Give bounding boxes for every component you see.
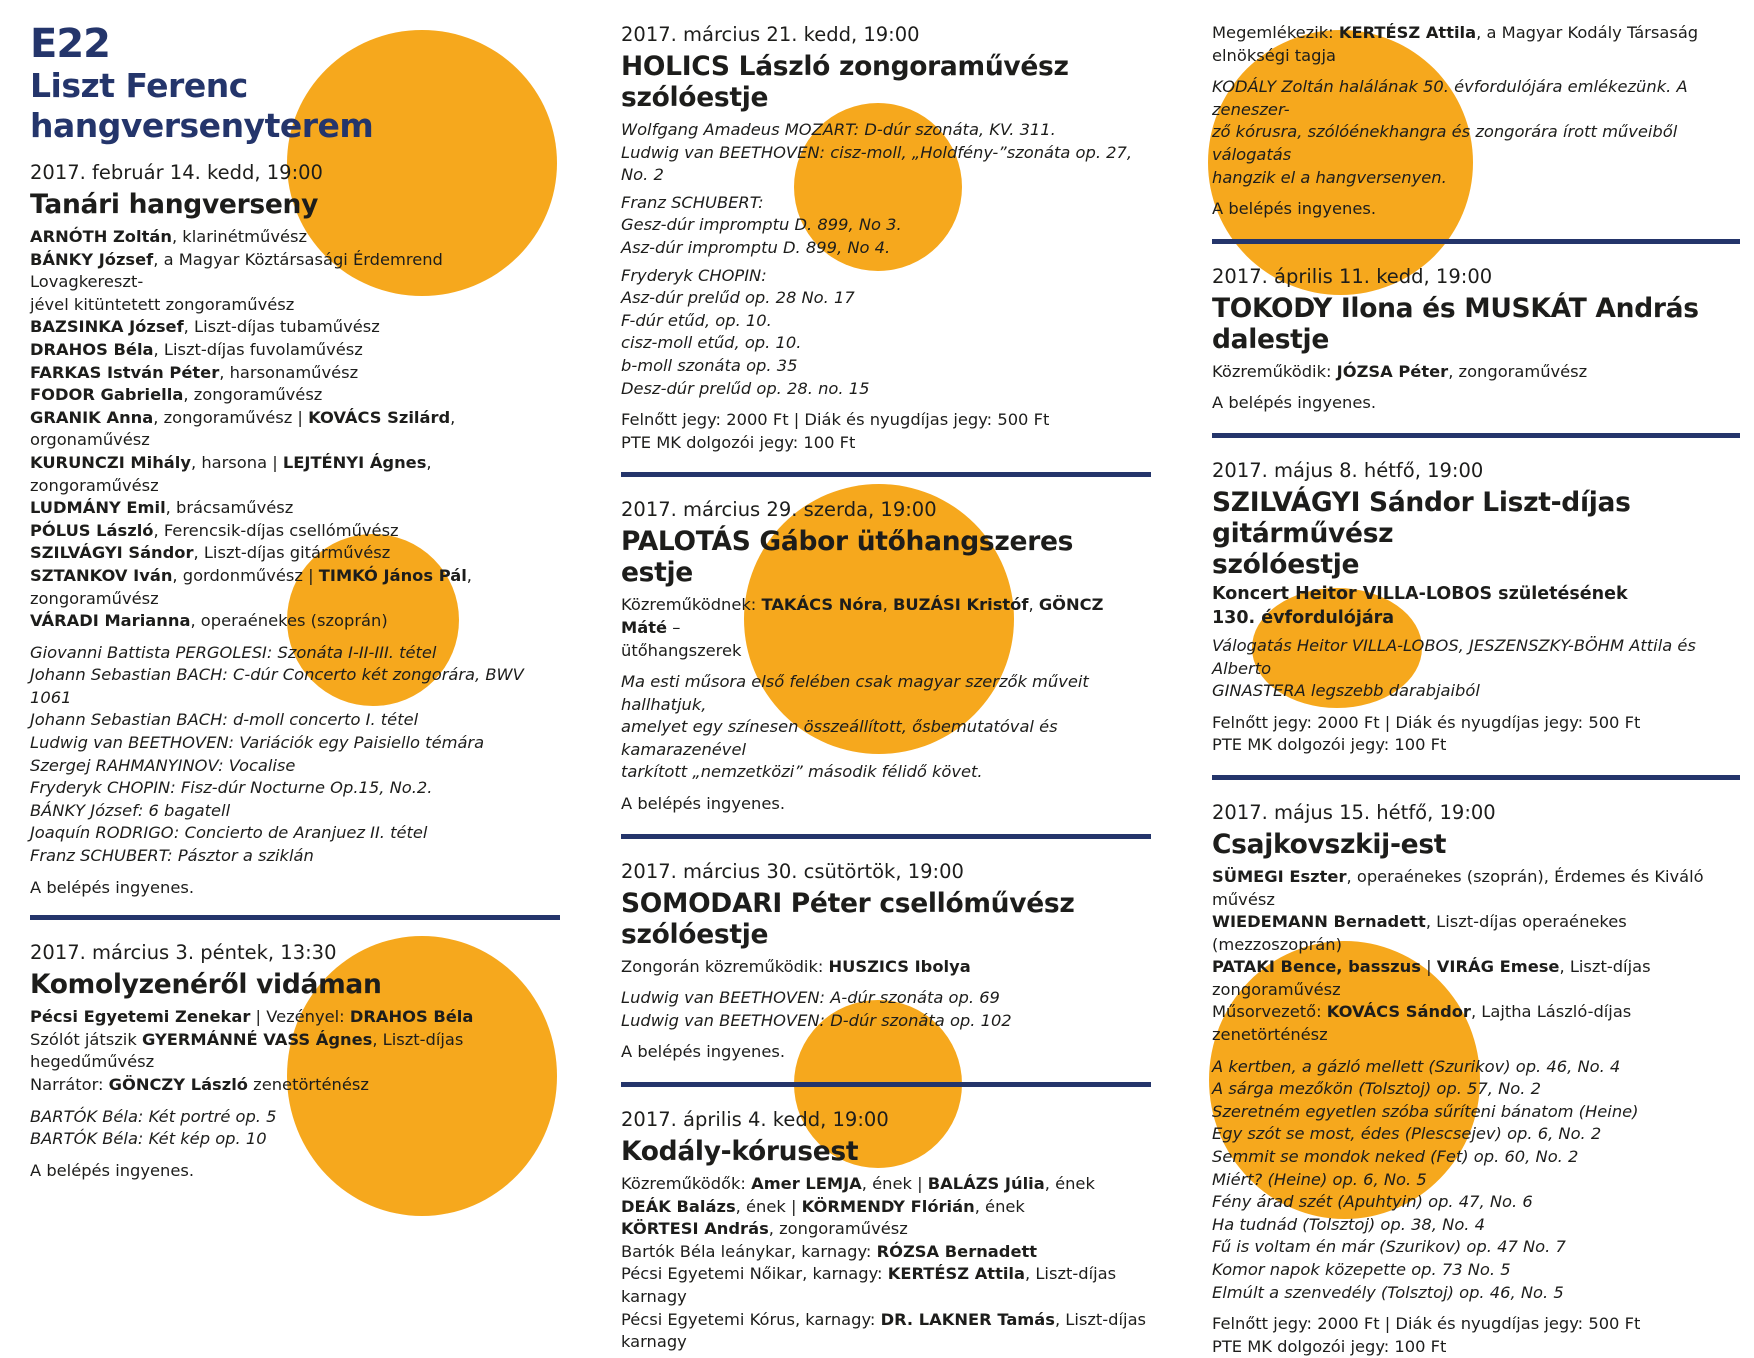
event-date: 2017. április 11. kedd, 19:00 [1212,264,1493,288]
performer-line: KURUNCZI Mihály, harsona | LEJTÉNYI Ágnes, zongoraművész [30,452,432,495]
program-list [621,265,1151,401]
program-item: Semmit se mondok neked (Fet) op. 60, No. 2 [1212,1147,1579,1167]
event-somodari [621,859,1151,1064]
program-item: BARTÓK Béla: Két portré op. 5 [30,1106,277,1126]
performer-line: Pécsi Egyetemi Zenekar | Vezényel: DRAHOS Béla [30,1007,474,1027]
performer-line: LUDMÁNY Emil, brácsaművész [30,498,294,518]
section-divider [1212,239,1740,244]
ticket-info [621,409,1151,454]
program-item: Fryderyk CHOPIN: [621,265,767,285]
program-item: Egy szót se most, édes (Plescsejev) op. 6, No. 2 [1212,1124,1602,1144]
program-item: Gesz-dúr impromptu D. 899, No 3. [621,215,902,235]
event-palotas [621,497,1151,815]
program-item: Asz-dúr prelűd op. 28 No. 17 [621,288,855,308]
program-item: Fű is voltam én már (Szurikov) op. 47 No. 7 [1212,1237,1566,1257]
performer-line: DEÁK Balázs, ének | KÖRMENDY Flórián, ének [621,1196,1025,1216]
performer-line: FODOR Gabriella, zongoraművész [30,385,323,405]
program-item: Ludwig van BEETHOVEN: D-dúr szonáta op. 102 [621,1010,1012,1030]
ticket-staff: PTE MK dolgozói jegy: 100 Ft [1212,735,1447,755]
program-item: Fryderyk CHOPIN: Fisz-dúr Nocturne Op.15, No.2. [30,778,433,798]
program-item: Miért? (Heine) op. 6, No. 5 [1212,1169,1427,1189]
performer-line: Közreműködik: JÓZSA Péter, zongoraművész [1212,361,1588,381]
event-title: Tanári hangverseny [30,189,319,220]
event-holics [621,22,1151,454]
event-date: 2017. február 14. kedd, 19:00 [30,161,323,184]
performer-line: Zongorán közreműködik: HUSZICS Ibolya [621,956,971,976]
section-divider [1212,775,1740,780]
column-3 [1212,22,1740,1358]
performer-line: Közreműködnek: TAKÁCS Nóra, BUZÁSI Kristóf, GÖNCZ Máté – [621,595,1104,637]
performer-line: BÁNKY József, a Magyar Köztársasági Érdemrend Lovagkereszt- [30,249,443,292]
program-item: Komor napok közepette op. 73 No. 5 [1212,1260,1511,1279]
performer-line: Szólót játszik GYERMÁNNÉ VASS Ágnes, Liszt-díjas hegedűművész [30,1029,464,1072]
event-title: Kodály-kórusest [621,1136,859,1168]
performer-line: Narrátor: GÖNCZY László zenetörténész [30,1075,369,1094]
column-1 [30,22,560,1182]
event-date: 2017. május 15. hétfő, 19:00 [1212,800,1496,824]
event-date: 2017. március 29. szerda, 19:00 [621,498,937,522]
event-date: 2017. március 3. péntek, 13:30 [30,941,337,965]
performer-line: PÓLUS László, Ferencsik-díjas csellóművész [30,520,399,540]
section-divider [1212,433,1740,438]
performer-line: SZTANKOV Iván, gordonművész | TIMKÓ János Pál, zongoraművész [30,565,472,608]
event-date: 2017. március 21. kedd, 19:00 [621,23,920,46]
event-date: 2017. május 8. hétfő, 19:00 [1212,458,1484,482]
ticket-prices: Felnőtt jegy: 2000 Ft | Diák és nyugdíjas jegy: 500 Ft [621,410,1050,430]
performer-list [30,1006,560,1096]
event-komolyzene [30,940,560,1182]
performer-list [30,226,560,633]
hall-title: Liszt Ferenc hangversenyterem [30,66,374,145]
performer-line: Pécsi Egyetemi Kórus, karnagy: DR. LAKNER Tamás, Liszt-díjas [621,1309,1147,1329]
program-item: Franz SCHUBERT: Pásztor a sziklán [30,846,314,866]
program-item: Fény árad szét (Apuhtyin) op. 47, No. 6 [1212,1192,1533,1212]
event-title: Komolyzenéről vidáman [30,969,382,1001]
event-csajkovszkij [1212,800,1740,1358]
event-description: KODÁLY Zoltán halálának 50. évfordulójára emlékezünk. A zeneszer- ző kórusra, szólóénekhangra és zongorára írott műveiből válogatás hangzik el a hangversenyen. [1212,77,1688,187]
performer-line: BAZSINKA József, Liszt-díjas tubaművész [30,317,380,337]
performer-line: ARNÓTH Zoltán, klarinétművész [30,227,308,246]
event-title: SZILVÁGYI Sándor Liszt-díjas gitárművész szólóestje [1212,486,1631,580]
program-item: Szeretném egyetlen szóba sűríteni bánatom (Heine) [1212,1101,1639,1121]
section-divider [621,472,1151,477]
program-item: Ludwig van BEETHOVEN: A-dúr szonáta op. 69 [621,988,1000,1008]
ticket-prices: Felnőtt jegy: 2000 Ft | Diák és nyugdíjas jegy: 500 Ft [1212,1314,1641,1334]
program-list [30,1106,560,1151]
program-item: Joaquín RODRIGO: Concierto de Aranjuez II. tétel [30,823,428,843]
event-date: 2017. március 30. csütörtök, 19:00 [621,859,964,883]
program-item: A kertben, a gázló mellett (Szurikov) op. 46, No. 4 [1212,1056,1621,1076]
program-item: Desz-dúr prelűd op. 28. no. 15 [621,378,870,398]
performer-list [1212,361,1740,384]
performer-line: ütőhangszerek [621,640,742,660]
program-item: Ludwig van BEETHOVEN: cisz-moll, „Holdfény-”szonáta op. 27, No. 2 [621,142,1133,185]
program-item: A sárga mezőkön (Tolsztoj) op. 57, No. 2 [1212,1079,1541,1099]
program-item: Szergej RAHMANYINOV: Vocalise [30,755,296,775]
performer-list [621,956,1151,979]
performer-list [1212,866,1740,1047]
admission-note: A belépés ingyenes. [621,1042,786,1062]
column-2 [621,22,1151,1354]
program-item: Giovanni Battista PERGOLESI: Szonáta I-II-III. tétel [30,642,437,662]
admission-note: A belépés ingyenes. [30,877,195,897]
performer-line: FARKAS István Péter, harsonaművész [30,362,359,382]
program-item: cisz-moll etűd, op. 10. [621,333,802,353]
performer-list [621,1173,1151,1354]
ticket-info [1212,712,1740,757]
program-item: Franz SCHUBERT: [621,192,764,212]
program-item: Ludwig van BEETHOVEN: Variációk egy Paisiello témára [30,733,485,753]
admission-note: A belépés ingyenes. [1212,199,1377,219]
program-item: Johann Sebastian BACH: d-moll concerto I. tétel [30,710,419,730]
program-list [621,192,1151,260]
performer-line: KÖRTESI András, zongoraművész [621,1219,908,1239]
performer-line: PATAKI Bence, basszus | VIRÁG Emese, Liszt-díjas zongoraművész [1212,957,1651,999]
admission-note: A belépés ingyenes. [621,794,786,814]
program-item: F-dúr etűd, op. 10. [621,310,772,330]
program-list [621,987,1151,1032]
program-item: Elmúlt a szenvedély (Tolsztoj) op. 46, No. 5 [1212,1282,1564,1302]
performer-list [621,594,1151,662]
program-item: Asz-dúr impromptu D. 899, No 4. [621,237,891,257]
hall-code: E22 [30,21,110,67]
program-list [621,119,1151,187]
event-kodaly-continued [1212,22,1740,221]
section-divider [621,1082,1151,1087]
program-item: BARTÓK Béla: Két kép op. 10 [30,1129,267,1149]
ticket-prices: Felnőtt jegy: 2000 Ft | Diák és nyugdíjas jegy: 500 Ft [1212,712,1641,732]
performer-line: Közreműködők: Amer LEMJA, ének | BALÁZS Júlia, ének [621,1174,1095,1194]
performer-line: Műsorvezető: KOVÁCS Sándor, Lajtha László-díjas zenetörténész [1212,1002,1632,1045]
event-title: HOLICS László zongoraművész szólóestje [621,51,1069,113]
performer-line: jével kitüntetett zongoraművész [30,294,295,314]
event-description: Válogatás Heitor VILLA-LOBOS, JESZENSZKY-BÖHM Attila és Alberto GINASTERA legszebb darabjaiból [1212,635,1696,701]
performer-line: VÁRADI Marianna, operaénekes (szoprán) [30,611,388,631]
admission-note: A belépés ingyenes. [1212,393,1377,413]
performer-line: Bartók Béla leánykar, karnagy: RÓZSA Bernadett [621,1241,1038,1261]
program-list [1212,1056,1740,1305]
event-title: TOKODY Ilona és MUSKÁT András dalestje [1212,292,1699,355]
event-title: PALOTÁS Gábor ütőhangszeres estje [621,526,1074,589]
performer-line: karnagy [621,1332,687,1352]
ticket-info [1212,1313,1740,1358]
ticket-staff: PTE MK dolgozói jegy: 100 Ft [1212,1336,1447,1356]
performer-line: GRANIK Anna, zongoraművész | KOVÁCS Szilárd, orgonaművész [30,407,456,450]
event-description: Ma esti műsora első felében csak magyar szerzők műveit hallhatjuk, amelyet egy színesen összeállított, ősbemutatóval és kamarazenével tarkított „nemzetközi” második félidő követ. [621,672,1089,782]
event-subtitle: Koncert Heitor VILLA-LOBOS születésének 130. évfordulójára [1212,583,1628,628]
performer-list [1212,22,1740,67]
performer-line: Pécsi Egyetemi Nőikar, karnagy: KERTÉSZ Attila, Liszt-díjas karnagy [621,1264,1117,1306]
performer-line: DRAHOS Béla, Liszt-díjas fuvolaművész [30,339,363,359]
performer-line: SÜMEGI Eszter, operaénekes (szoprán), Érdemes és Kiváló művész [1212,866,1704,909]
program-item: Wolfgang Amadeus MOZART: D-dúr szonáta, KV. 311. [621,120,1056,139]
event-szilvagyi [1212,458,1740,757]
performer-line: WIEDEMANN Bernadett, Liszt-díjas operaénekes (mezzoszoprán) [1212,912,1627,954]
event-title: SOMODARI Péter csellóművész szólóestje [621,887,1075,950]
event-date: 2017. április 4. kedd, 19:00 [621,1108,889,1132]
program-list [30,642,560,868]
admission-note: A belépés ingyenes. [30,1160,195,1180]
program-item: b-moll szonáta op. 35 [621,355,798,375]
program-item: Johann Sebastian BACH: C-dúr Concerto két zongorára, BWV 1061 [30,665,524,707]
ticket-staff: PTE MK dolgozói jegy: 100 Ft [621,432,856,452]
performer-line: Megemlékezik: KERTÉSZ Attila, a Magyar Kodály Társaság [1212,23,1699,42]
event-tokody [1212,264,1740,415]
section-divider [30,915,560,920]
event-kodaly [621,1107,1151,1354]
program-item: BÁNKY József: 6 bagatell [30,800,231,820]
section-divider [621,834,1151,839]
program-item: Ha tudnád (Tolsztoj) op. 38, No. 4 [1212,1214,1485,1234]
event-tanari [30,160,560,899]
performer-line: elnökségi tagja [1212,45,1336,65]
performer-line: SZILVÁGYI Sándor, Liszt-díjas gitárművész [30,543,391,563]
event-title: Csajkovszkij-est [1212,828,1447,860]
